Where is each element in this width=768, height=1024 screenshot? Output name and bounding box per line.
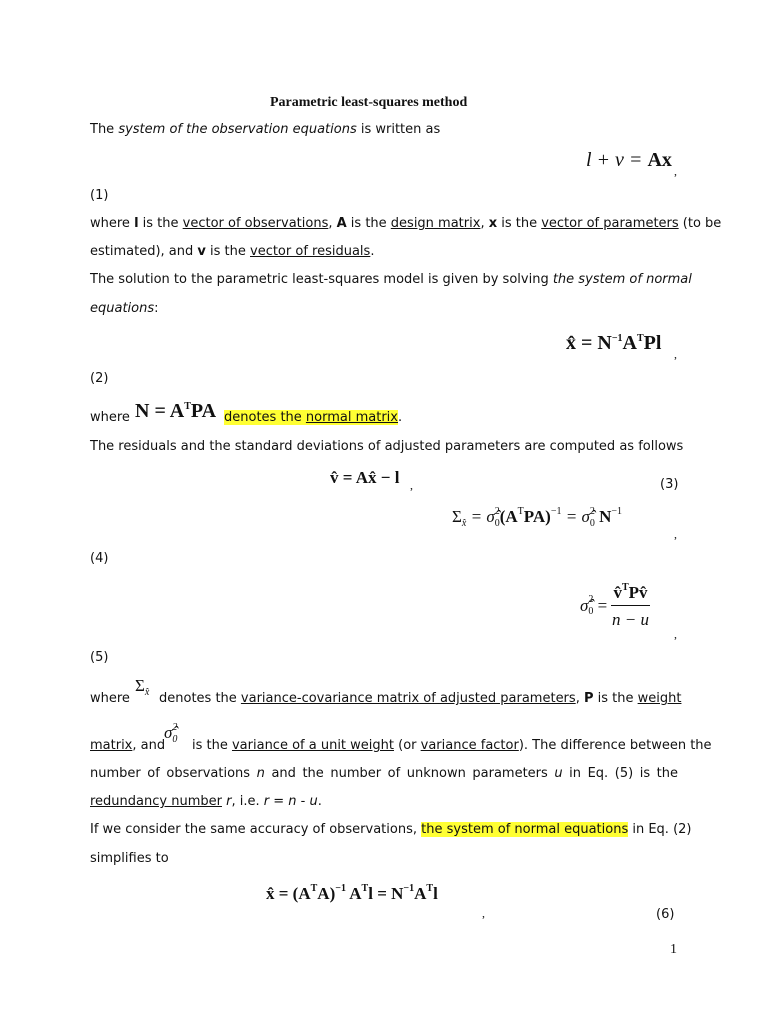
equation-6-comma: , (482, 906, 485, 920)
equation-2-number: (2) (90, 371, 109, 386)
symbol-sigma0-squared: σ̂$^2_0$ (164, 722, 178, 745)
equation-1-number: (1) (90, 188, 109, 203)
paragraph-covariance-line3: number of observations n and the number of unknown parameters u in Eq. (5) is the (90, 766, 679, 781)
paragraph-solution-line1: The solution to the parametric least-squares model is given by solving the system of normal (90, 272, 692, 287)
paragraph-same-accuracy-line2: simplifies to (90, 851, 169, 866)
equation-6-number: (6) (656, 907, 675, 922)
page-number: 1 (670, 942, 677, 957)
paragraph-solution-line2: equations: (90, 301, 159, 316)
paragraph-covariance-line2b: is the variance of a unit weight (or variance factor). The difference between the (192, 738, 712, 753)
equation-3-comma: , (410, 478, 413, 492)
equation-5: σ̂$^2_0$ = $\frac{v̂^TPv̂}{n - u}$ (580, 582, 649, 629)
equation-3: v̂ = Ax̂ − l (330, 468, 400, 487)
label-where-covariance: where (90, 691, 130, 706)
document-title: Parametric least-squares method (270, 95, 468, 110)
equation-3-number: (3) (660, 477, 679, 492)
paragraph-covariance-line4: redundancy number r, i.e. r = n - u. (90, 794, 322, 809)
equation-4: $\Sigma_{x̂}$ = $\sigmâ^2_0(A^TPA)^{-1}$ = σ̂$^2_0$ $N^{-1}$ (452, 506, 623, 529)
equation-5-comma: , (674, 627, 677, 641)
equation-2: x̂ = $N^{-1}A^TPl$ (566, 332, 662, 354)
equation-normal-matrix: $N = A^TPA$ (135, 400, 217, 422)
equation-4-number: (4) (90, 551, 109, 566)
paragraph-definitions-line2: estimated), and v is the vector of residuals. (90, 244, 375, 259)
highlight-normal-matrix: denotes the normal matrix (224, 410, 398, 425)
paragraph-residuals: The residuals and the standard deviations of adjusted parameters are computed as follows (90, 439, 684, 454)
equation-2-comma: , (674, 347, 677, 361)
paragraph-covariance-line1: denotes the variance-covariance matrix of adjusted parameters, P is the weight (159, 691, 682, 706)
equation-6: x̂ = $(A^TA)^{-1}$ $A^Tl = N^{-1}A^Tl$ (266, 883, 438, 903)
highlight-normal-equations: the system of normal equations (421, 822, 629, 837)
symbol-sigma-xhat: $\Sigma_{x̂}$ (135, 676, 150, 698)
paragraph-same-accuracy-line1: If we consider the same accuracy of observations, the system of normal equations in Eq. (2) (90, 822, 692, 837)
equation-1-comma: , (674, 164, 677, 178)
equation-5-number: (5) (90, 650, 109, 665)
equation-5-fraction: $\frac{v̂^TPv̂}{n - u}$ (612, 582, 649, 629)
label-where-normal: where (90, 410, 130, 425)
paragraph-observation-equations: The system of the observation equations is written as (90, 122, 441, 137)
paragraph-covariance-line2a: matrix, and (90, 738, 166, 753)
equation-4-comma: , (674, 527, 677, 541)
normal-matrix-note: denotes the normal matrix. (224, 410, 403, 425)
equation-1: l + v = Ax (586, 149, 672, 171)
paragraph-definitions-line1: where l is the vector of observations, A is the design matrix, x is the vector of parameters (to be (90, 216, 722, 231)
